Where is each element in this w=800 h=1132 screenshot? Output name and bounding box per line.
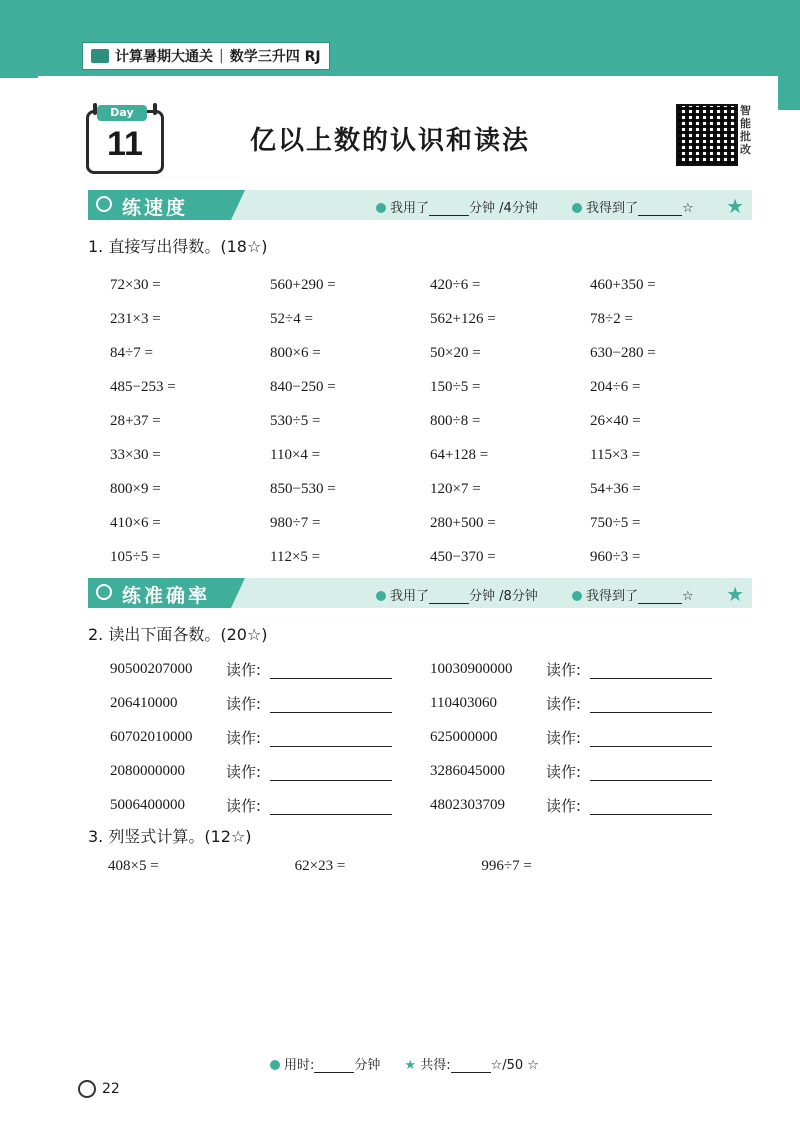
list-item [110, 652, 750, 686]
list-item [110, 788, 750, 822]
grid-row [110, 506, 750, 540]
mental-math-grid [110, 268, 750, 574]
score-blank[interactable] [638, 215, 682, 216]
number-value: 60702010000 [110, 728, 193, 745]
answer-line[interactable] [590, 762, 712, 781]
calc-problem[interactable]: 996÷7 = [481, 858, 532, 874]
answer-line[interactable] [590, 660, 712, 679]
qr-code-icon[interactable] [676, 104, 738, 166]
series-header [82, 42, 330, 70]
math-item[interactable]: 231×3 = [110, 310, 161, 327]
list-item [110, 754, 750, 788]
read-label: 读作: [226, 694, 262, 713]
total-time-blank[interactable] [314, 1072, 354, 1073]
answer-line[interactable] [270, 796, 392, 815]
subject-label: 数学三升四 RJ [229, 49, 321, 65]
math-item[interactable]: 630−280 = [590, 344, 656, 361]
calc-problem[interactable]: 62×23 = [294, 858, 346, 874]
math-item[interactable]: 50×20 = [430, 344, 481, 361]
target-icon [96, 584, 112, 600]
math-item[interactable]: 562+126 = [430, 310, 496, 327]
stopwatch-icon [96, 196, 112, 212]
math-item[interactable]: 410×6 = [110, 514, 161, 531]
section-name: 练准确率 [122, 585, 211, 607]
number-value: 10030900000 [430, 660, 513, 677]
separator: | [219, 48, 224, 64]
number-value: 2080000000 [110, 762, 185, 779]
list-item [110, 686, 750, 720]
grid-row [110, 268, 750, 302]
star-icon: ★ [404, 1058, 417, 1073]
clock-icon [376, 203, 386, 213]
time-blank[interactable] [429, 603, 469, 604]
page-number: 22 [78, 1080, 120, 1098]
qr-caption: 智能批改 [740, 104, 751, 156]
grid-row [110, 438, 750, 472]
math-item[interactable]: 84÷7 = [110, 344, 153, 361]
math-item[interactable]: 64+128 = [430, 446, 489, 463]
math-item[interactable]: 450−370 = [430, 548, 496, 565]
math-item[interactable]: 105÷5 = [110, 548, 161, 565]
math-item[interactable]: 800×9 = [110, 480, 161, 497]
math-item[interactable]: 980÷7 = [270, 514, 321, 531]
math-item[interactable]: 150÷5 = [430, 378, 481, 395]
check-icon [572, 203, 582, 213]
math-item[interactable]: 960÷3 = [590, 548, 641, 565]
math-item[interactable]: 28+37 = [110, 412, 161, 429]
answer-line[interactable] [590, 694, 712, 713]
sun-icon [78, 1080, 96, 1098]
math-item[interactable]: 840−250 = [270, 378, 336, 395]
math-item[interactable]: 850−530 = [270, 480, 336, 497]
page-title: 亿以上数的认识和读法 [250, 126, 531, 156]
read-label: 读作: [546, 660, 582, 679]
score-blank[interactable] [638, 603, 682, 604]
series-name: 计算暑期大通关 [115, 49, 213, 65]
question-1-title: 1. 直接写出得数。(18☆) [88, 237, 268, 256]
section-header-accuracy [88, 578, 752, 608]
vertical-calc-problems [108, 858, 668, 875]
answer-line[interactable] [590, 796, 712, 815]
math-item[interactable]: 110×4 = [270, 446, 321, 463]
grid-row [110, 302, 750, 336]
star-icon: ★ [726, 194, 744, 218]
math-item[interactable]: 460+350 = [590, 276, 656, 293]
read-label: 读作: [546, 728, 582, 747]
calc-problem[interactable]: 408×5 = [108, 858, 159, 874]
list-item [110, 720, 750, 754]
answer-line[interactable] [270, 694, 392, 713]
number-value: 206410000 [110, 694, 178, 711]
question-3-title: 3. 列竖式计算。(12☆) [88, 827, 252, 846]
math-item[interactable]: 800×6 = [270, 344, 321, 361]
read-label: 读作: [226, 762, 262, 781]
math-item[interactable]: 52÷4 = [270, 310, 313, 327]
grid-row [110, 404, 750, 438]
calendar-ring-icon [153, 103, 157, 115]
math-item[interactable]: 750÷5 = [590, 514, 641, 531]
math-item[interactable]: 26×40 = [590, 412, 641, 429]
day-number: 11 [107, 125, 143, 163]
check-icon [572, 591, 582, 601]
answer-line[interactable] [270, 728, 392, 747]
alarm-clock-icon [270, 1060, 280, 1070]
star-icon: ★ [726, 582, 744, 606]
math-item[interactable]: 530÷5 = [270, 412, 321, 429]
read-label: 读作: [546, 762, 582, 781]
number-reading-list [110, 652, 750, 822]
math-item[interactable]: 485−253 = [110, 378, 176, 395]
math-item[interactable]: 78÷2 = [590, 310, 633, 327]
number-value: 90500207000 [110, 660, 193, 677]
number-value: 110403060 [430, 694, 497, 711]
math-item[interactable]: 72×30 = [110, 276, 161, 293]
grid-row [110, 540, 750, 574]
score-field: 我得到了 ☆ [572, 197, 694, 216]
footer-time: 用时: 分钟 [270, 1054, 380, 1073]
time-blank[interactable] [429, 215, 469, 216]
math-item[interactable]: 33×30 = [110, 446, 161, 463]
clock-icon [376, 591, 386, 601]
grid-row [110, 336, 750, 370]
answer-line[interactable] [270, 660, 392, 679]
number-value: 3286045000 [430, 762, 505, 779]
footer-total: ★ 共得: ☆/50 ☆ [404, 1058, 539, 1073]
total-score-blank[interactable] [451, 1072, 491, 1073]
footer-summary [270, 1054, 539, 1073]
book-icon [91, 49, 109, 63]
math-item[interactable]: 115×3 = [590, 446, 641, 463]
time-used-field: 我用了 分钟 /8分钟 [376, 585, 538, 604]
grid-row [110, 472, 750, 506]
answer-line[interactable] [270, 762, 392, 781]
math-item[interactable]: 120×7 = [430, 480, 481, 497]
read-label: 读作: [226, 660, 262, 679]
answer-line[interactable] [590, 728, 712, 747]
time-used-field: 我用了 分钟 /4分钟 [376, 197, 538, 216]
math-item[interactable]: 280+500 = [430, 514, 496, 531]
read-label: 读作: [226, 796, 262, 815]
read-label: 读作: [546, 694, 582, 713]
read-label: 读作: [226, 728, 262, 747]
section-name: 练速度 [122, 197, 189, 219]
day-calendar-badge [86, 106, 164, 174]
question-2-title: 2. 读出下面各数。(20☆) [88, 625, 268, 644]
section-header-speed [88, 190, 752, 220]
math-item[interactable]: 800÷8 = [430, 412, 481, 429]
number-value: 4802303709 [430, 796, 505, 813]
number-value: 625000000 [430, 728, 498, 745]
score-field: 我得到了 ☆ [572, 585, 694, 604]
math-item[interactable]: 204÷6 = [590, 378, 641, 395]
math-item[interactable]: 420÷6 = [430, 276, 481, 293]
math-item[interactable]: 560+290 = [270, 276, 336, 293]
grid-row [110, 370, 750, 404]
number-value: 5006400000 [110, 796, 185, 813]
read-label: 读作: [546, 796, 582, 815]
math-item[interactable]: 54+36 = [590, 480, 641, 497]
day-label: Day [97, 105, 147, 121]
math-item[interactable]: 112×5 = [270, 548, 321, 565]
